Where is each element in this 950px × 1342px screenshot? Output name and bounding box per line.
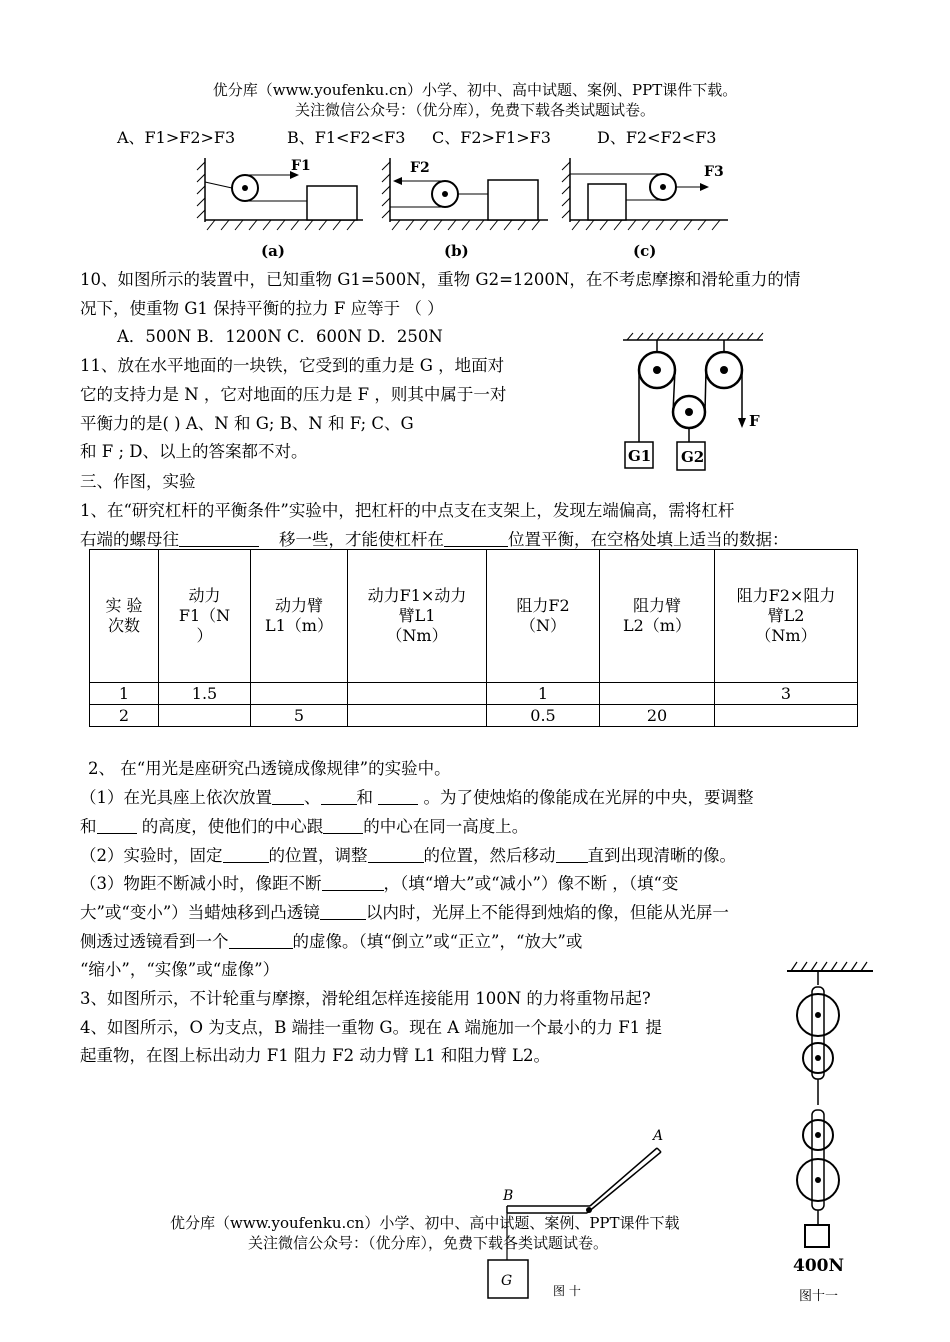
header-line-2: 关注微信公众号：（优分库），免费下载各类试题试卷。: [294, 101, 655, 119]
q2-part-2: （2）实验时，固定 的位置，调整 的位置，然后移动 直到出现清晰的像。: [80, 846, 736, 865]
table-header: 动力 F1（N ）: [159, 550, 251, 683]
table-header: 实 验 次数: [90, 550, 159, 683]
q4-line-2: 起重物，在图上标出动力 F1 阻力 F2 动力臂 L1 和阻力臂 L2。: [80, 1046, 551, 1065]
q2-part-1-line-1: （1）在光具座上依次放置 、 和 。为了使烛焰的像能成在光屏的中央，要调整: [80, 788, 754, 807]
blank[interactable]: [368, 846, 424, 864]
blank[interactable]: [272, 788, 304, 806]
lever-label-b: B: [503, 1188, 514, 1204]
blank-direction[interactable]: [179, 530, 259, 548]
q9-figure-c: [560, 150, 740, 260]
q9-caption-b: (b): [444, 242, 469, 260]
q10-label-g1: G1: [628, 447, 652, 465]
q4-line-1: 4、如图所示，O 为支点，B 端挂一重物 G。现在 A 端施加一个最小的力 F1 提: [80, 1018, 662, 1037]
blank[interactable]: [556, 846, 588, 864]
q9-label-f3: F3: [704, 164, 724, 180]
blank[interactable]: [322, 874, 384, 892]
footer-line-2: 关注微信公众号：（优分库），免费下载各类试题试卷。: [248, 1234, 609, 1252]
blank[interactable]: [378, 788, 418, 806]
q10-label-f: F: [749, 412, 760, 430]
blank[interactable]: [323, 817, 363, 835]
q11-line-4: 和 F ; D、以上的答案都不对。: [80, 442, 308, 461]
q3-text: 3、如图所示，不计轮重与摩擦，滑轮组怎样连接能用 100N 的力将重物吊起?: [80, 989, 651, 1008]
q2-title: 2、 在“用光是座研究凸透镜成像规律”的实验中。: [88, 759, 451, 778]
q2-part-3-line-2: 大”或“变小”）当蜡烛移到凸透镜 以内时，光屏上不能得到烛焰的像，但能从光屏一: [80, 903, 729, 922]
lever-caption: 图 十: [553, 1284, 581, 1298]
s3-q1-line-1: 1、在“研究杠杆的平衡条件”实验中，把杠杆的中点支在支架上，发现左端偏高，需将杠杆: [80, 501, 735, 520]
q11-line-1: 11、放在水平地面的一块铁，它受到的重力是 G ，地面对: [80, 356, 505, 375]
pulley-caption: 图十一: [799, 1289, 839, 1304]
header-line-1: 优分库（www.youfenku.cn）小学、初中、高中试题、案例、PPT课件下载。: [212, 81, 738, 99]
q11-line-2: 它的支持力是 N ，它对地面的压力是 F ，则其中属于一对: [80, 385, 507, 404]
q2-part-3-line-3: 侧透过透镜看到一个 的虚像。（填“倒立”或“正立”，“放大”或: [80, 932, 583, 951]
section-3-title: 三、作图，实验: [80, 472, 196, 491]
table-header: 动力F1×动力 臂L1 （Nm）: [348, 550, 487, 683]
q10-line-1: 10、如图所示的装置中，已知重物 G1=500N，重物 G2=1200N，在不考虑摩擦和滑轮重力的情: [80, 270, 801, 289]
q9-label-f2: F2: [410, 160, 430, 176]
q11-line-3: 平衡力的是( ) A、N 和 G; B、N 和 F; C、G: [80, 414, 414, 433]
blank-position[interactable]: [444, 530, 508, 548]
pulley-weight-label: 400N: [793, 1256, 845, 1276]
table-header: 阻力F2×阻力 臂L2 （Nm）: [715, 550, 858, 683]
q2-part-1-line-2: 和 的高度，使他们的中心跟 的中心在同一高度上。: [80, 817, 529, 836]
blank[interactable]: [321, 788, 357, 806]
q9-option-d: D、F2<F2<F3: [597, 128, 717, 147]
q10-options: A．500N B．1200N C．600N D．250N: [117, 327, 443, 346]
q2-part-3-line-4: “缩小”，“实像”或“虚像”）: [80, 960, 280, 979]
blank[interactable]: [229, 932, 293, 950]
lever-data-table: [89, 549, 858, 727]
table-header: 阻力臂 L2（m）: [600, 550, 715, 683]
table-row: 1 1.5 1 3: [90, 683, 858, 705]
q2-part-3-line-1: （3）物距不断减小时，像距不断 ，（填“增大”或“减小”）像不断 ，（填“变: [80, 874, 679, 893]
q9-option-a: A、F1>F2>F3: [117, 128, 236, 147]
table-row: 2 5 0.5 20: [90, 705, 858, 727]
q10-pulley-figure: [615, 330, 775, 475]
s3-q1-line-2: 右端的螺母往 移一些，才能使杠杆在 位置平衡，在空格处填上适当的数据：: [80, 530, 789, 549]
q9-option-c: C、F2>F1>F3: [432, 128, 551, 147]
footer-line-1: 优分库（www.youfenku.cn）小学、初中、高中试题、案例、PPT课件下载: [170, 1214, 680, 1232]
pulley-block-figure: [775, 955, 885, 1310]
lever-label-g: G: [501, 1273, 513, 1289]
lever-label-a: A: [653, 1128, 664, 1144]
q10-label-g2: G2: [681, 448, 705, 466]
q9-option-b: B、F1<F2<F3: [287, 128, 406, 147]
blank[interactable]: [223, 846, 269, 864]
blank[interactable]: [320, 903, 366, 921]
table-header: 动力臂 L1（m）: [251, 550, 348, 683]
table-header: 阻力F2 （N）: [487, 550, 600, 683]
q9-figure-b: [380, 150, 560, 260]
q9-caption-a: (a): [261, 242, 285, 260]
q9-caption-c: (c): [633, 242, 657, 260]
q9-figure-a: [195, 150, 375, 260]
blank[interactable]: [97, 817, 137, 835]
q9-label-f1: F1: [291, 158, 311, 174]
q10-line-2: 况下，使重物 G1 保持平衡的拉力 F 应等于 （ ）: [80, 299, 444, 318]
